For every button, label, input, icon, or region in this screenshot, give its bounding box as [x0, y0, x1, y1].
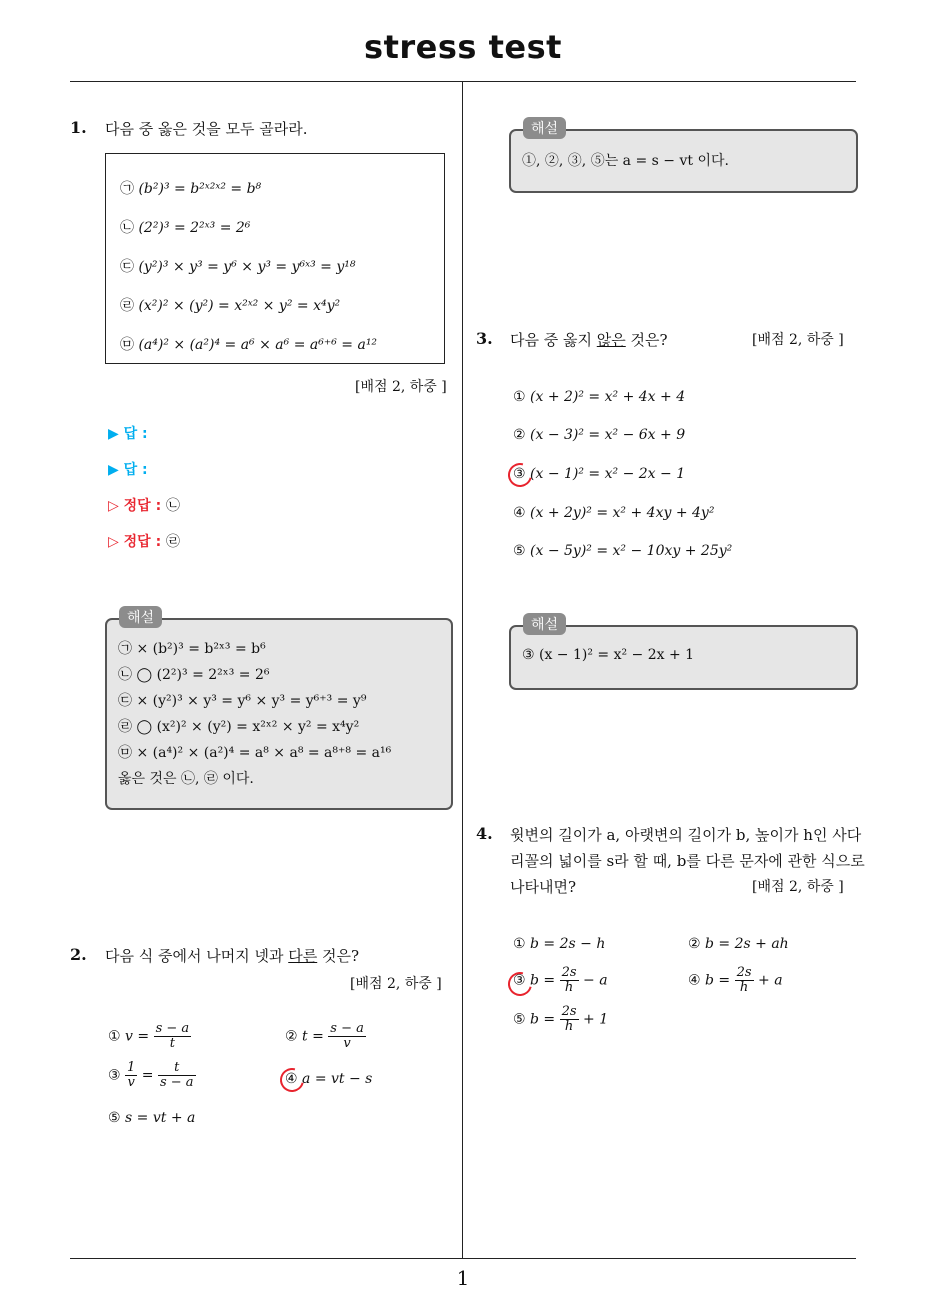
q2-text-part: 것은? [317, 947, 360, 965]
statement-mark: ㉤ [120, 337, 134, 353]
q2-explanation-text: ①, ②, ③, ⑤는 a = s − vt 이다. [522, 153, 729, 169]
q2-option[interactable] [108, 1061, 196, 1090]
top-rule [70, 81, 856, 82]
q1-explanation-line: ㉠ × (b²)³ = b²ˣ³ = b⁶ [118, 641, 266, 657]
option-expr: (x − 1)² = x² − 2x − 1 [530, 466, 686, 482]
option-lhs: b = [530, 1011, 556, 1028]
q3-text-part: 것은? [625, 331, 668, 349]
q2-explanation-tag: 해설 [523, 117, 566, 139]
option-lhs: t = [302, 1028, 324, 1045]
q1-score: [배점 2, 하중 ] [355, 379, 447, 395]
option-lhs: b = [705, 972, 731, 989]
q3-text [510, 329, 668, 350]
option-number: ① [513, 936, 526, 952]
q1-statement [120, 334, 377, 354]
option-expr: b = 2s + ah [705, 936, 789, 952]
option-expr: (x + 2)² = x² + 4x + 4 [530, 389, 686, 405]
statement-mark: ㉣ [120, 298, 134, 314]
option-number: ④ [513, 505, 526, 521]
q1-explanation-line: ㉤ × (a⁴)² × (a²)⁴ = a⁸ × a⁸ = a⁸⁺⁸ = a¹⁶ [118, 745, 392, 761]
q4-text-line: 나타내면? [510, 878, 577, 896]
q1-correct-answer [108, 531, 180, 551]
bottom-rule [70, 1258, 856, 1259]
fraction-denominator: h [739, 980, 749, 995]
q4-option[interactable] [513, 936, 605, 952]
fraction-numerator: s − a [330, 1021, 364, 1036]
page-number: 1 [456, 1266, 470, 1290]
option-suffix: + 1 [583, 1011, 609, 1028]
q3-number: 3. [476, 329, 493, 348]
q1-explanation-line: 옳은 것은 ㉡, ㉣ 이다. [118, 771, 254, 787]
fraction-numerator: 2s [736, 965, 752, 980]
fraction-denominator: v [343, 1036, 351, 1051]
statement-mark: ㉠ [120, 181, 134, 197]
fraction-numerator: 2s [561, 1004, 577, 1019]
q3-score: [배점 2, 하중 ] [752, 332, 844, 348]
fraction-numerator: 2s [561, 965, 577, 980]
statement-mark: ㉡ [120, 220, 134, 236]
q3-explanation-tag: 해설 [523, 613, 566, 635]
q3-option[interactable] [513, 389, 685, 405]
q2-option[interactable] [108, 1022, 191, 1051]
q1-statement [120, 256, 355, 276]
q3-text-emphasis: 않은 [596, 331, 626, 349]
fraction-numerator: 1 [127, 1060, 136, 1075]
option-expr: s = vt + a [125, 1110, 196, 1126]
statement-expr: (y²)³ × y³ = y⁶ × y³ = y⁶ˣ³ = y¹⁸ [138, 259, 356, 275]
q4-text-line: 윗변의 길이가 a, 아랫변의 길이가 b, 높이가 h인 사다 [510, 826, 862, 844]
q4-number: 4. [476, 824, 493, 843]
q1-statement [120, 178, 261, 198]
q4-option[interactable] [688, 936, 789, 952]
page-title: stress test [364, 28, 562, 66]
option-number: ③ [108, 1067, 121, 1084]
q2-text [105, 945, 359, 966]
option-expr: a = vt − s [302, 1071, 373, 1087]
q1-number: 1. [70, 118, 87, 137]
q2-option[interactable] [285, 1022, 366, 1051]
option-number: ③ [513, 972, 526, 989]
option-expr: b = 2s − h [530, 936, 606, 952]
option-number: ④ [285, 1071, 298, 1087]
q1-explanation-tag: 해설 [119, 606, 162, 628]
fraction-numerator: t [158, 1061, 196, 1076]
option-expr: (x − 5y)² = x² − 10xy + 25y² [530, 543, 733, 559]
fraction-denominator: v [127, 1075, 135, 1090]
q2-text-emphasis: 다른 [288, 947, 318, 965]
q3-option[interactable] [513, 505, 714, 521]
option-number: ③ [513, 466, 526, 482]
q3-text-part: 다음 중 옳지 [510, 331, 597, 349]
fraction-denominator: h [564, 980, 574, 995]
option-number: ② [513, 427, 526, 443]
q1-text: 다음 중 옳은 것을 모두 골라라. [105, 120, 308, 138]
q1-correct-answer [108, 495, 180, 515]
q1-statement [120, 217, 250, 237]
q2-number: 2. [70, 945, 87, 964]
q4-option[interactable] [688, 966, 783, 995]
correct-label: ▷ 정답 : [108, 498, 162, 514]
q1-explanation-line: ㉣ ◯ (x²)² × (y²) = x²ˣ² × y² = x⁴y² [118, 719, 360, 735]
fraction-denominator: t [169, 1036, 175, 1051]
column-divider [462, 82, 463, 1258]
q2-option[interactable] [108, 1110, 195, 1126]
fraction-denominator: h [564, 1019, 574, 1034]
q3-explanation-text: ③ (x − 1)² = x² − 2x + 1 [522, 647, 695, 663]
option-expr: (x − 3)² = x² − 6x + 9 [530, 427, 686, 443]
option-number: ② [285, 1028, 298, 1045]
statement-expr: (b²)³ = b²ˣ²ˣ² = b⁸ [138, 181, 262, 197]
correct-value: ㉡ [166, 498, 181, 514]
option-expr: (x + 2y)² = x² + 4xy + 4y² [530, 505, 715, 521]
q2-text-part: 다음 식 중에서 나머지 넷과 [105, 947, 289, 965]
statement-expr: (2²)³ = 2²ˣ³ = 2⁶ [138, 220, 251, 236]
option-lhs: v = [125, 1028, 150, 1045]
option-equals: = [141, 1067, 154, 1084]
statement-expr: (a⁴)² × (a²)⁴ = a⁶ × a⁶ = a⁶⁺⁶ = a¹² [138, 337, 378, 353]
statement-mark: ㉢ [120, 259, 134, 275]
statement-expr: (x²)² × (y²) = x²ˣ² × y² = x⁴y² [138, 298, 341, 314]
option-number: ⑤ [108, 1110, 121, 1126]
q4-score: [배점 2, 하중 ] [752, 879, 844, 895]
option-suffix: − a [583, 972, 608, 989]
q1-statement [120, 295, 340, 315]
q3-selection-circle [504, 459, 537, 492]
option-number: ⑤ [513, 543, 526, 559]
q3-option[interactable] [513, 427, 685, 443]
fraction-denominator: s − a [159, 1075, 194, 1090]
option-number: ④ [688, 972, 701, 989]
correct-value: ㉣ [166, 534, 181, 550]
q3-option[interactable] [513, 543, 732, 559]
q1-answer-blank: ▶ 답 : [108, 426, 148, 442]
fraction-numerator: s − a [155, 1021, 190, 1036]
option-number: ② [688, 936, 701, 952]
q3-option[interactable] [513, 466, 685, 482]
q1-answer-blank: ▶ 답 : [108, 462, 148, 478]
q1-explanation-line: ㉢ × (y²)³ × y³ = y⁶ × y³ = y⁶⁺³ = y⁹ [118, 693, 367, 709]
option-number: ① [513, 389, 526, 405]
q1-explanation-line: ㉡ ◯ (2²)³ = 2²ˣ³ = 2⁶ [118, 667, 270, 683]
option-number: ① [108, 1028, 121, 1045]
correct-label: ▷ 정답 : [108, 534, 162, 550]
q2-selection-circle [276, 1064, 309, 1097]
q4-text-line: 리꼴의 넓이를 s라 할 때, b를 다른 문자에 관한 식으로 [510, 852, 865, 870]
option-suffix: + a [758, 972, 783, 989]
option-lhs: b = [530, 972, 556, 989]
q2-score: [배점 2, 하중 ] [350, 976, 442, 992]
option-number: ⑤ [513, 1011, 526, 1028]
q4-option[interactable] [513, 1005, 608, 1034]
